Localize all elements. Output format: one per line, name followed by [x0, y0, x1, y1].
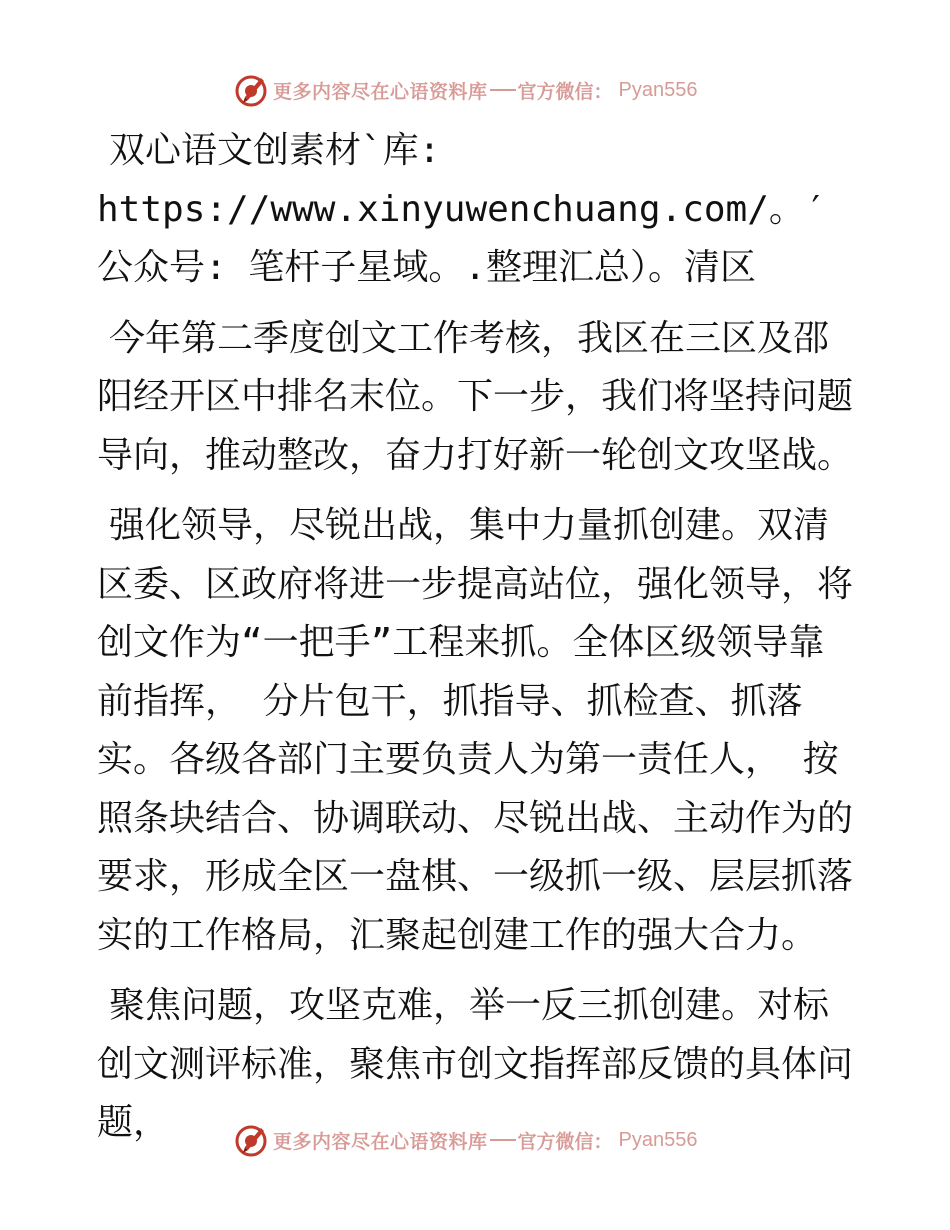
footer-banner	[233, 1120, 698, 1160]
banner-wechat-id: Pyan556	[618, 1128, 698, 1151]
header-banner	[233, 70, 698, 110]
paragraph: 双心语文创素材`库: https://www.xinyuwenchuang.com/。′公众号: 笔杆子星域。.整理汇总）。清区	[97, 130, 827, 288]
banner-main-text: 更多内容尽在心语资料库	[273, 80, 488, 103]
banner-wechat-id: Pyan556	[618, 78, 698, 101]
banner-dash	[490, 1139, 516, 1141]
banner-main-text: 更多内容尽在心语资料库	[273, 1130, 488, 1153]
paragraph: 强化领导，尽锐出战，集中力量抓创建。双清区委、区政府将进一步提高站位，强化领导，将创文作为“一把手”工程来抓。全体区级领导靠前指挥， 分片包干，抓指导、抓检查、抓落实。各级各部门主要负责人为第一责任人， 按照条块结合、协调联动、尽锐出战、主动作为的要求，形成全区一盘棋、一级抓一级、层层抓落实的工作格局，汇聚起创建工作的强大合力。	[97, 505, 854, 956]
document-body	[97, 122, 857, 1165]
pen-logo-icon	[233, 1122, 269, 1158]
banner-dash	[490, 89, 516, 91]
banner-wechat-label: 官方微信：	[517, 80, 613, 103]
banner-wechat-label: 官方微信：	[517, 1130, 613, 1153]
pen-logo-icon	[233, 72, 269, 108]
paragraph: 聚焦问题，攻坚克难，举一反三抓创建。对标创文测评标准，聚焦市创文指挥部反馈的具体问题，	[97, 985, 854, 1143]
paragraph: 今年第二季度创文工作考核，我区在三区及邵阳经开区中排名末位。下一步，我们将坚持问题导向，推动整改，奋力打好新一轮创文攻坚战。	[97, 317, 854, 476]
